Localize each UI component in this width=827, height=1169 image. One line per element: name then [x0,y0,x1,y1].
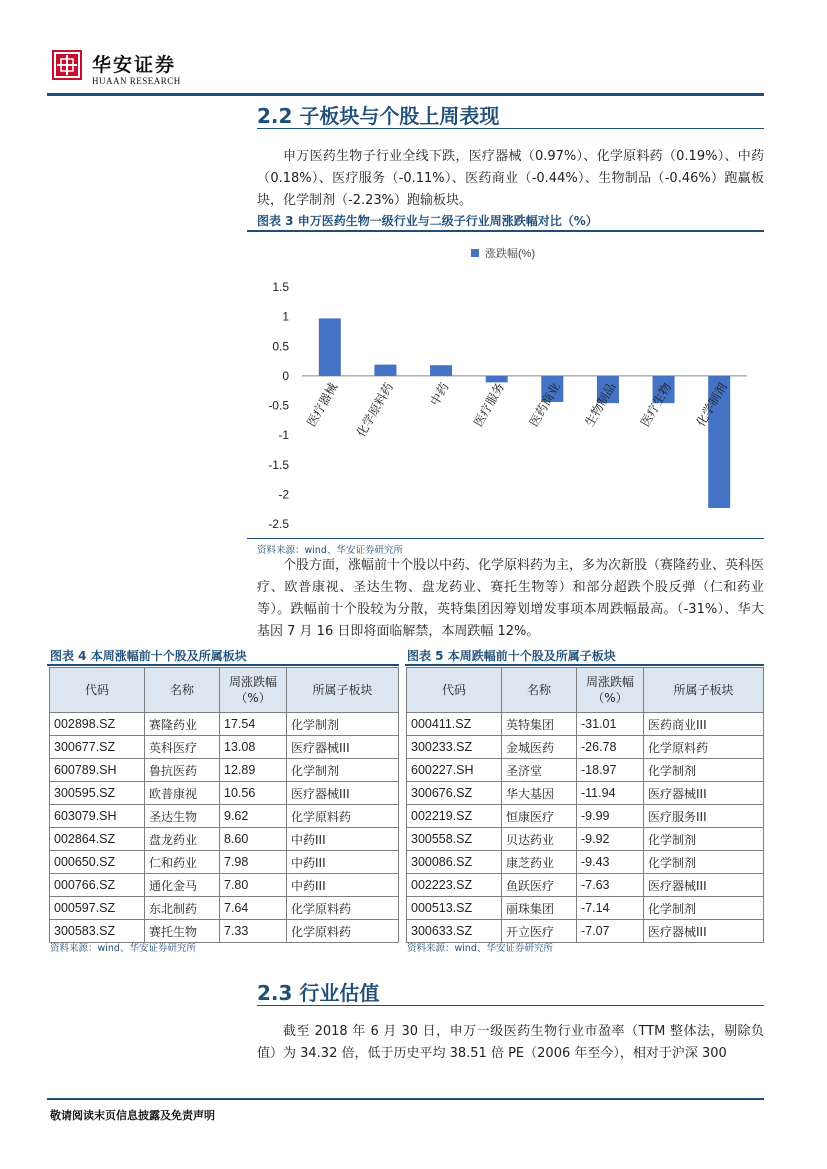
top-losers-table [406,667,764,943]
table-row [50,874,399,897]
stock-name: 英科医疗 [145,736,220,759]
sub-sector: 医疗器械III [644,920,764,943]
legend-swatch [471,249,479,257]
x-category-label: 医疗器械 [304,380,341,429]
y-tick-label: 0 [282,368,289,383]
sub-sector: 化学制剂 [644,897,764,920]
figure-4-title: 图表 4 本周涨幅前十个股及所属板块 [50,649,247,663]
table-row [407,851,764,874]
table-row [50,782,399,805]
stock-code: 000513.SZ [407,897,502,920]
col-header-code: 代码 [407,668,502,713]
y-tick-label: 1 [282,309,289,324]
weekly-change: -11.94 [577,782,644,805]
section-title-2-2: 2.2 子板块与个股上周表现 [257,104,500,128]
stocks-paragraph: 个股方面，涨幅前十个股以中药、化学原料药为主，多为次新股（赛隆药业、英科医疗、欧普康视、圣达生物、盘龙药业、赛托生物等）和部分超跌个股反弹（仁和药业等）。跌幅前十个股较为分散，英特集团因筹划增发事项本周跌幅最高。（-31%）、华大基因 7 月 16 日即将面临解禁，本周跌幅 12%。 [257,558,765,639]
sub-sector: 中药III [287,828,399,851]
weekly-change: 17.54 [220,713,287,736]
weekly-change: -7.07 [577,920,644,943]
weekly-change: 10.56 [220,782,287,805]
table-row [407,828,764,851]
top-gainers-table [49,667,399,943]
stock-name: 盘龙药业 [145,828,220,851]
table-row [407,805,764,828]
col-header-code: 代码 [50,668,145,713]
stock-code: 300676.SZ [407,782,502,805]
stock-code: 600227.SH [407,759,502,782]
weekly-change: -31.01 [577,713,644,736]
weekly-change: -9.43 [577,851,644,874]
table-row [50,713,399,736]
weekly-change: -7.14 [577,897,644,920]
stock-name: 东北制药 [145,897,220,920]
sub-sector: 化学制剂 [287,713,399,736]
weekly-change: -9.92 [577,828,644,851]
weekly-change: 7.98 [220,851,287,874]
bar-2 [430,365,452,376]
y-axis [268,280,747,531]
weekly-change: 7.80 [220,874,287,897]
figure-4-top-rule [47,664,399,666]
footer-divider [47,1098,764,1100]
table-row [50,805,399,828]
stock-name: 通化金马 [145,874,220,897]
sub-sector: 化学制剂 [644,828,764,851]
stock-name: 开立医疗 [502,920,577,943]
y-tick-label: 1.5 [272,280,289,294]
x-category-label: 医疗服务 [471,380,508,429]
table-row [50,897,399,920]
sub-sector: 医疗器械III [644,782,764,805]
stock-code: 600789.SH [50,759,145,782]
figure-3-source: 资料来源：wind、华安证券研究所 [257,545,403,556]
stock-name: 华大基因 [502,782,577,805]
stock-name: 圣达生物 [145,805,220,828]
stock-name: 贝达药业 [502,828,577,851]
weekly-change: 7.64 [220,897,287,920]
brand-name-cn: 华安证券 [92,54,177,76]
x-category-label: 化学原料药 [353,380,397,440]
table-row [407,874,764,897]
sub-sector: 化学制剂 [644,759,764,782]
x-category-label: 化学制剂 [693,380,730,429]
stock-name: 仁和药业 [145,851,220,874]
disclaimer-note: 敬请阅读末页信息披露及免责声明 [50,1109,215,1122]
table-row [407,736,764,759]
y-tick-label: -1 [278,428,289,443]
table-row [50,736,399,759]
stock-name: 金城医药 [502,736,577,759]
stock-code: 000597.SZ [50,897,145,920]
stock-code: 002864.SZ [50,828,145,851]
sub-sector: 化学制剂 [287,759,399,782]
table-row [407,782,764,805]
col-header-sector: 所属子板块 [644,668,764,713]
sub-sector: 化学原料药 [644,736,764,759]
x-category-label: 中药 [427,380,452,409]
col-header-change: 周涨跌幅（%） [220,668,287,713]
section-title-underline [257,1005,764,1006]
stock-name: 鱼跃医疗 [502,874,577,897]
sub-sector: 中药III [287,874,399,897]
x-category-label: 医药商业 [526,380,563,429]
chart-legend [471,246,535,260]
col-header-name: 名称 [145,668,220,713]
stock-code: 300677.SZ [50,736,145,759]
stock-code: 000411.SZ [407,713,502,736]
stock-name: 圣济堂 [502,759,577,782]
stock-name: 恒康医疗 [502,805,577,828]
stock-name: 赛托生物 [145,920,220,943]
sub-sector: 化学制剂 [644,851,764,874]
stock-code: 603079.SH [50,805,145,828]
bar-1 [374,365,396,376]
x-category-label: 生物制品 [582,380,619,429]
sub-sector: 化学原料药 [287,897,399,920]
weekly-change: -26.78 [577,736,644,759]
weekly-change-bar-chart [247,233,764,538]
figure-3-bottom-rule [247,538,764,539]
stock-name: 丽珠集团 [502,897,577,920]
sub-sector: 中药III [287,851,399,874]
table-row [50,759,399,782]
stock-code: 300233.SZ [407,736,502,759]
stock-name: 康芝药业 [502,851,577,874]
figure-5-title: 图表 5 本周跌幅前十个股及所属子板块 [407,649,616,663]
table-row [407,713,764,736]
sub-sector: 化学原料药 [287,920,399,943]
weekly-change: -18.97 [577,759,644,782]
section-title-2-3: 2.3 行业估值 [257,981,380,1005]
header-divider [47,93,764,96]
y-tick-label: -2 [278,487,289,502]
section-2-3-paragraph: 截至 2018 年 6 月 30 日，申万一级医药生物行业市盈率（TTM 整体法，剔除负值）为 34.32 倍，低于历史平均 38.51 倍 PE（2006 年至今），相对于沪深 300 [257,1024,764,1061]
sub-sector: 医疗器械III [644,874,764,897]
legend-label: 涨跌幅(%) [485,248,536,260]
table-row [407,759,764,782]
x-category-label: 医疗生物 [638,380,675,429]
stock-code: 002223.SZ [407,874,502,897]
sub-sector: 医疗器械III [287,736,399,759]
weekly-change: -7.63 [577,874,644,897]
brand-name-en: HUAAN RESEARCH [92,76,181,86]
weekly-change: 12.89 [220,759,287,782]
section-2-2-paragraph: 申万医药生物子行业全线下跌，医疗器械（0.97%）、化学原料药（0.19%）、中药（0.18%）、医疗服务（-0.11%）、医药商业（-0.44%）、生物制品（-0.46%）跑赢板块，化学制剂（-2.23%）跑输板块。 [257,149,764,208]
bar-0 [319,318,341,375]
stock-code: 002219.SZ [407,805,502,828]
stock-code: 300086.SZ [407,851,502,874]
stock-name: 鲁抗医药 [145,759,220,782]
weekly-change: 8.60 [220,828,287,851]
figure-3-title: 图表 3 申万医药生物一级行业与二级子行业周涨跌幅对比（%） [257,214,598,228]
stock-name: 赛隆药业 [145,713,220,736]
sub-sector: 医疗服务III [644,805,764,828]
stock-code: 002898.SZ [50,713,145,736]
y-tick-label: -1.5 [268,457,289,472]
stock-code: 300633.SZ [407,920,502,943]
figure-4-source: 资料来源：wind、华安证券研究所 [50,943,196,954]
figure-5-source: 资料来源：wind、华安证券研究所 [407,943,553,954]
sub-sector: 医药商业III [644,713,764,736]
table-row [50,851,399,874]
weekly-change: 13.08 [220,736,287,759]
table-row [50,828,399,851]
x-axis-labels [303,380,729,439]
y-tick-label: -2.5 [268,517,289,531]
y-tick-label: 0.5 [272,339,289,354]
section-title-underline [257,128,764,129]
sub-sector: 化学原料药 [287,805,399,828]
weekly-change: -9.99 [577,805,644,828]
stock-code: 000650.SZ [50,851,145,874]
weekly-change: 9.62 [220,805,287,828]
sub-sector: 医疗器械III [287,782,399,805]
huaan-logo-icon [52,50,82,80]
stock-code: 300558.SZ [407,828,502,851]
y-tick-label: -0.5 [268,398,289,413]
figure-3-top-rule [247,230,764,232]
stock-code: 000766.SZ [50,874,145,897]
table-row [407,897,764,920]
figure-5-top-rule [405,664,764,666]
col-header-change: 周涨跌幅（%） [577,668,644,713]
stock-code: 300583.SZ [50,920,145,943]
col-header-sector: 所属子板块 [287,668,399,713]
stock-name: 欧普康视 [145,782,220,805]
stock-name: 英特集团 [502,713,577,736]
stock-code: 300595.SZ [50,782,145,805]
weekly-change: 7.33 [220,920,287,943]
col-header-name: 名称 [502,668,577,713]
